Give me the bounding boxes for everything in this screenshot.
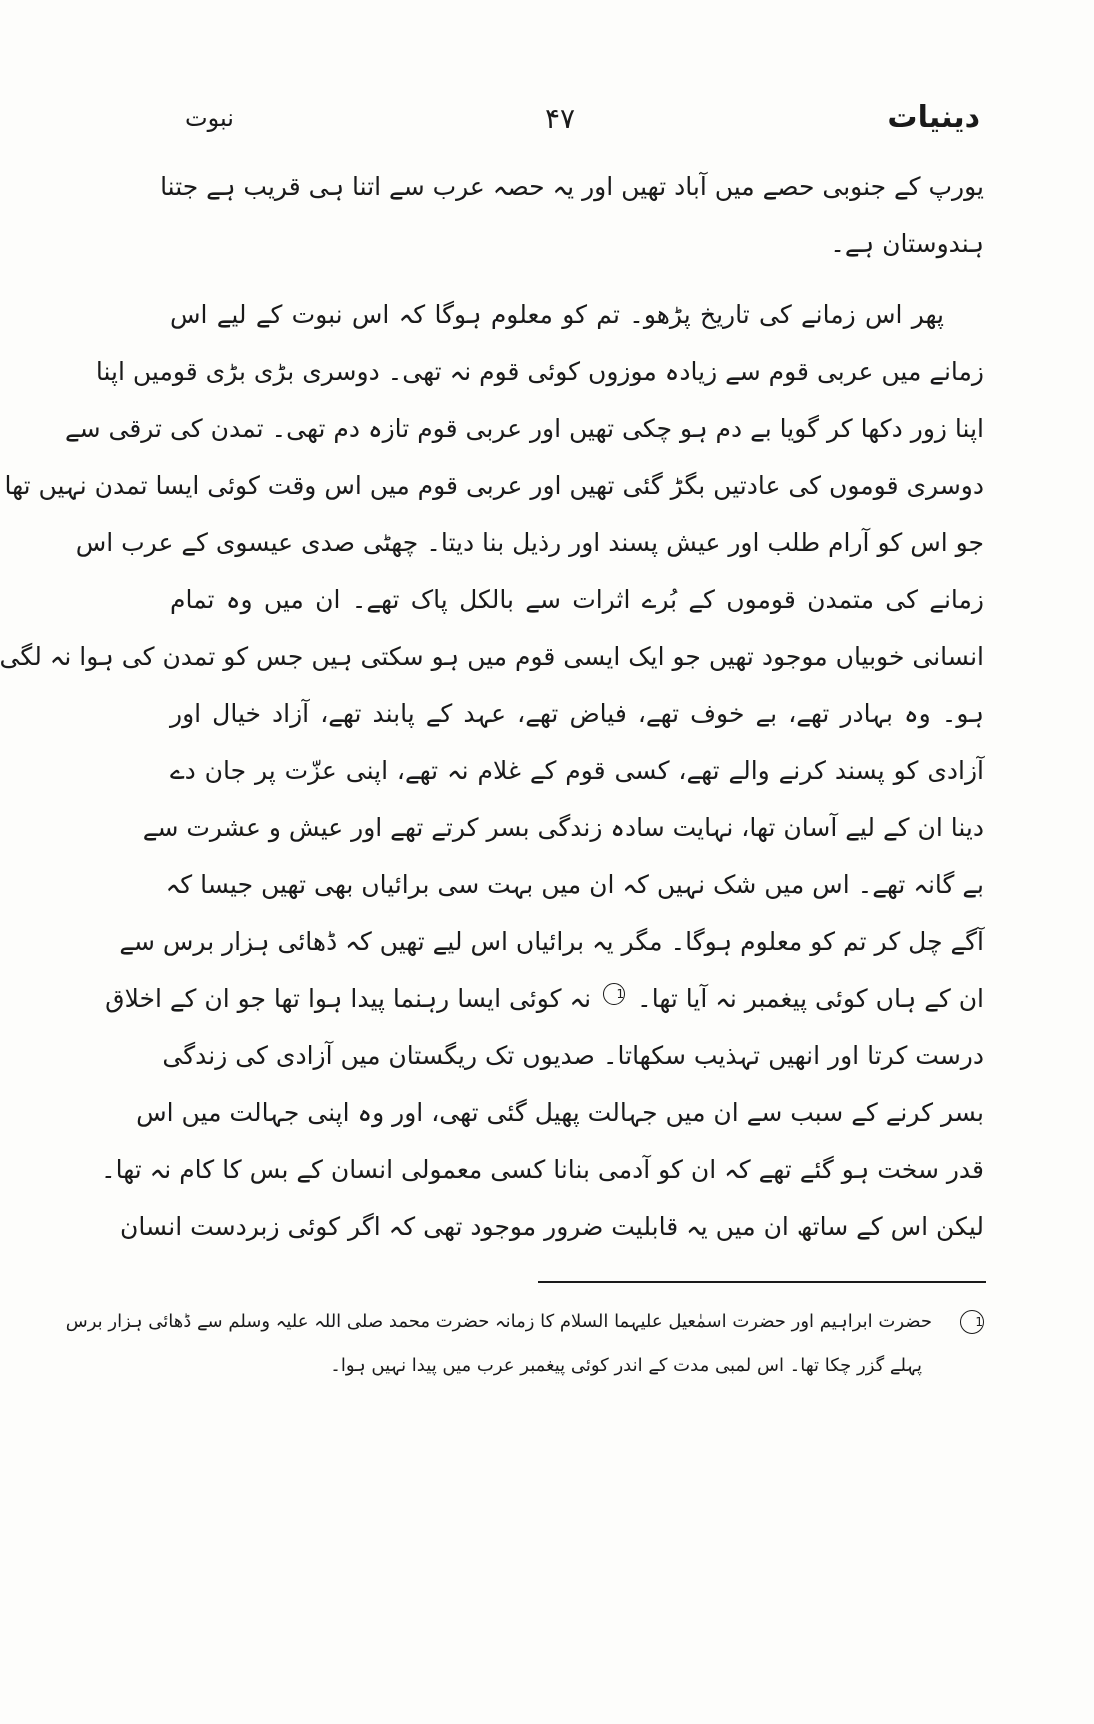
text-line: دوسری قوموں کی عادتیں بگڑ گئی تھیں اور عربی قوم میں اس وقت کوئی ایسا تمدن نہیں تھا <box>4 471 984 500</box>
text-line: پھر اس زمانے کی تاریخ پڑھو۔ تم کو معلوم ہوگا کہ اس نبوت کے لیے اس <box>170 300 944 329</box>
footnotes <box>65 1300 984 1388</box>
text-line: بسر کرنے کے سبب سے ان میں جہالت پھیل گئی تھی، اور وہ اپنی جہالت میں اس <box>136 1098 984 1127</box>
chapter-title: نبوت <box>185 104 234 132</box>
text-line: انسانی خوبیاں موجود تھیں جو ایک ایسی قوم میں ہو سکتی ہیں جس کو تمدن کی ہوا نہ لگی <box>0 642 984 671</box>
footnote-separator <box>538 1281 986 1283</box>
text-line: آزادی کو پسند کرنے والے تھے، کسی قوم کے غلام نہ تھے، اپنی عزّت پر جان دے <box>170 756 984 785</box>
ref-line-after: نہ کوئی ایسا رہنما پیدا ہوا تھا جو ان کے اخلاق <box>105 984 592 1013</box>
text-line-with-footnote-ref <box>105 970 984 1027</box>
text-line: اپنا زور دکھا کر گویا بے دم ہو چکی تھیں اور عربی قوم تازہ دم تھی۔ تمدن کی ترقی سے <box>64 414 984 443</box>
text-line: لیکن اس کے ساتھ ان میں یہ قابلیت ضرور موجود تھی کہ اگر کوئی زبردست انسان <box>119 1212 984 1241</box>
footnote-text: حضرت ابراہیم اور حضرت اسمٰعیل علیہما السلام کا زمانہ حضرت محمد صلی اللہ علیہ وسلم سے ڈھائی ہزار برس <box>65 1311 932 1332</box>
footnote-line <box>65 1300 984 1344</box>
book-title: دینیات <box>887 100 980 135</box>
text-line: آگے چل کر تم کو معلوم ہوگا۔ مگر یہ برائیاں اس لیے تھیں کہ ڈھائی ہزار برس سے <box>119 927 984 956</box>
text-line: درست کرتا اور انھیں تہذیب سکھاتا۔ صدیوں تک ریگستان میں آزادی کی زندگی <box>162 1041 984 1070</box>
page-number: ۴۷ <box>545 102 576 135</box>
ref-line-before: ان کے ہاں کوئی پیغمبر نہ آیا تھا۔ <box>637 984 984 1013</box>
text-line: ہندوستان ہے۔ <box>830 229 984 258</box>
body-text <box>0 158 984 1255</box>
text-line: دینا ان کے لیے آسان تھا، نہایت سادہ زندگی بسر کرتے تھے اور عیش و عشرت سے <box>142 813 984 842</box>
text-line: جو اس کو آرام طلب اور عیش پسند اور رذیل بنا دیتا۔ چھٹی صدی عیسوی کے عرب اس <box>75 528 984 557</box>
text-line: ہو۔ وہ بہادر تھے، بے خوف تھے، فیاض تھے، عہد کے پابند تھے، آزاد خیال اور <box>170 699 984 728</box>
text-line: قدر سخت ہو گئے تھے کہ ان کو آدمی بنانا کسی معمولی انسان کے بس کا کام نہ تھا۔ <box>100 1155 984 1184</box>
footnote-line: پہلے گزر چکا تھا۔ اس لمبی مدت کے اندر کوئی پیغمبر عرب میں پیدا نہیں ہوا۔ <box>330 1355 922 1376</box>
text-line: بے گانہ تھے۔ اس میں شک نہیں کہ ان میں بہت سی برائیاں بھی تھیں جیسا کہ <box>165 870 984 899</box>
page-header <box>185 100 980 150</box>
footnote-reference[interactable]: 1 <box>603 983 625 1005</box>
text-line: زمانے کی متمدن قوموں کے بُرے اثرات سے بالکل پاک تھے۔ ان میں وہ تمام <box>170 585 984 614</box>
text-line: زمانے میں عربی قوم سے زیادہ موزوں کوئی قوم نہ تھی۔ دوسری بڑی بڑی قومیں اپنا <box>95 357 984 386</box>
footnote-marker: 1 <box>960 1310 984 1334</box>
text-line: یورپ کے جنوبی حصے میں آباد تھیں اور یہ حصہ عرب سے اتنا ہی قریب ہے جتنا <box>160 172 984 201</box>
